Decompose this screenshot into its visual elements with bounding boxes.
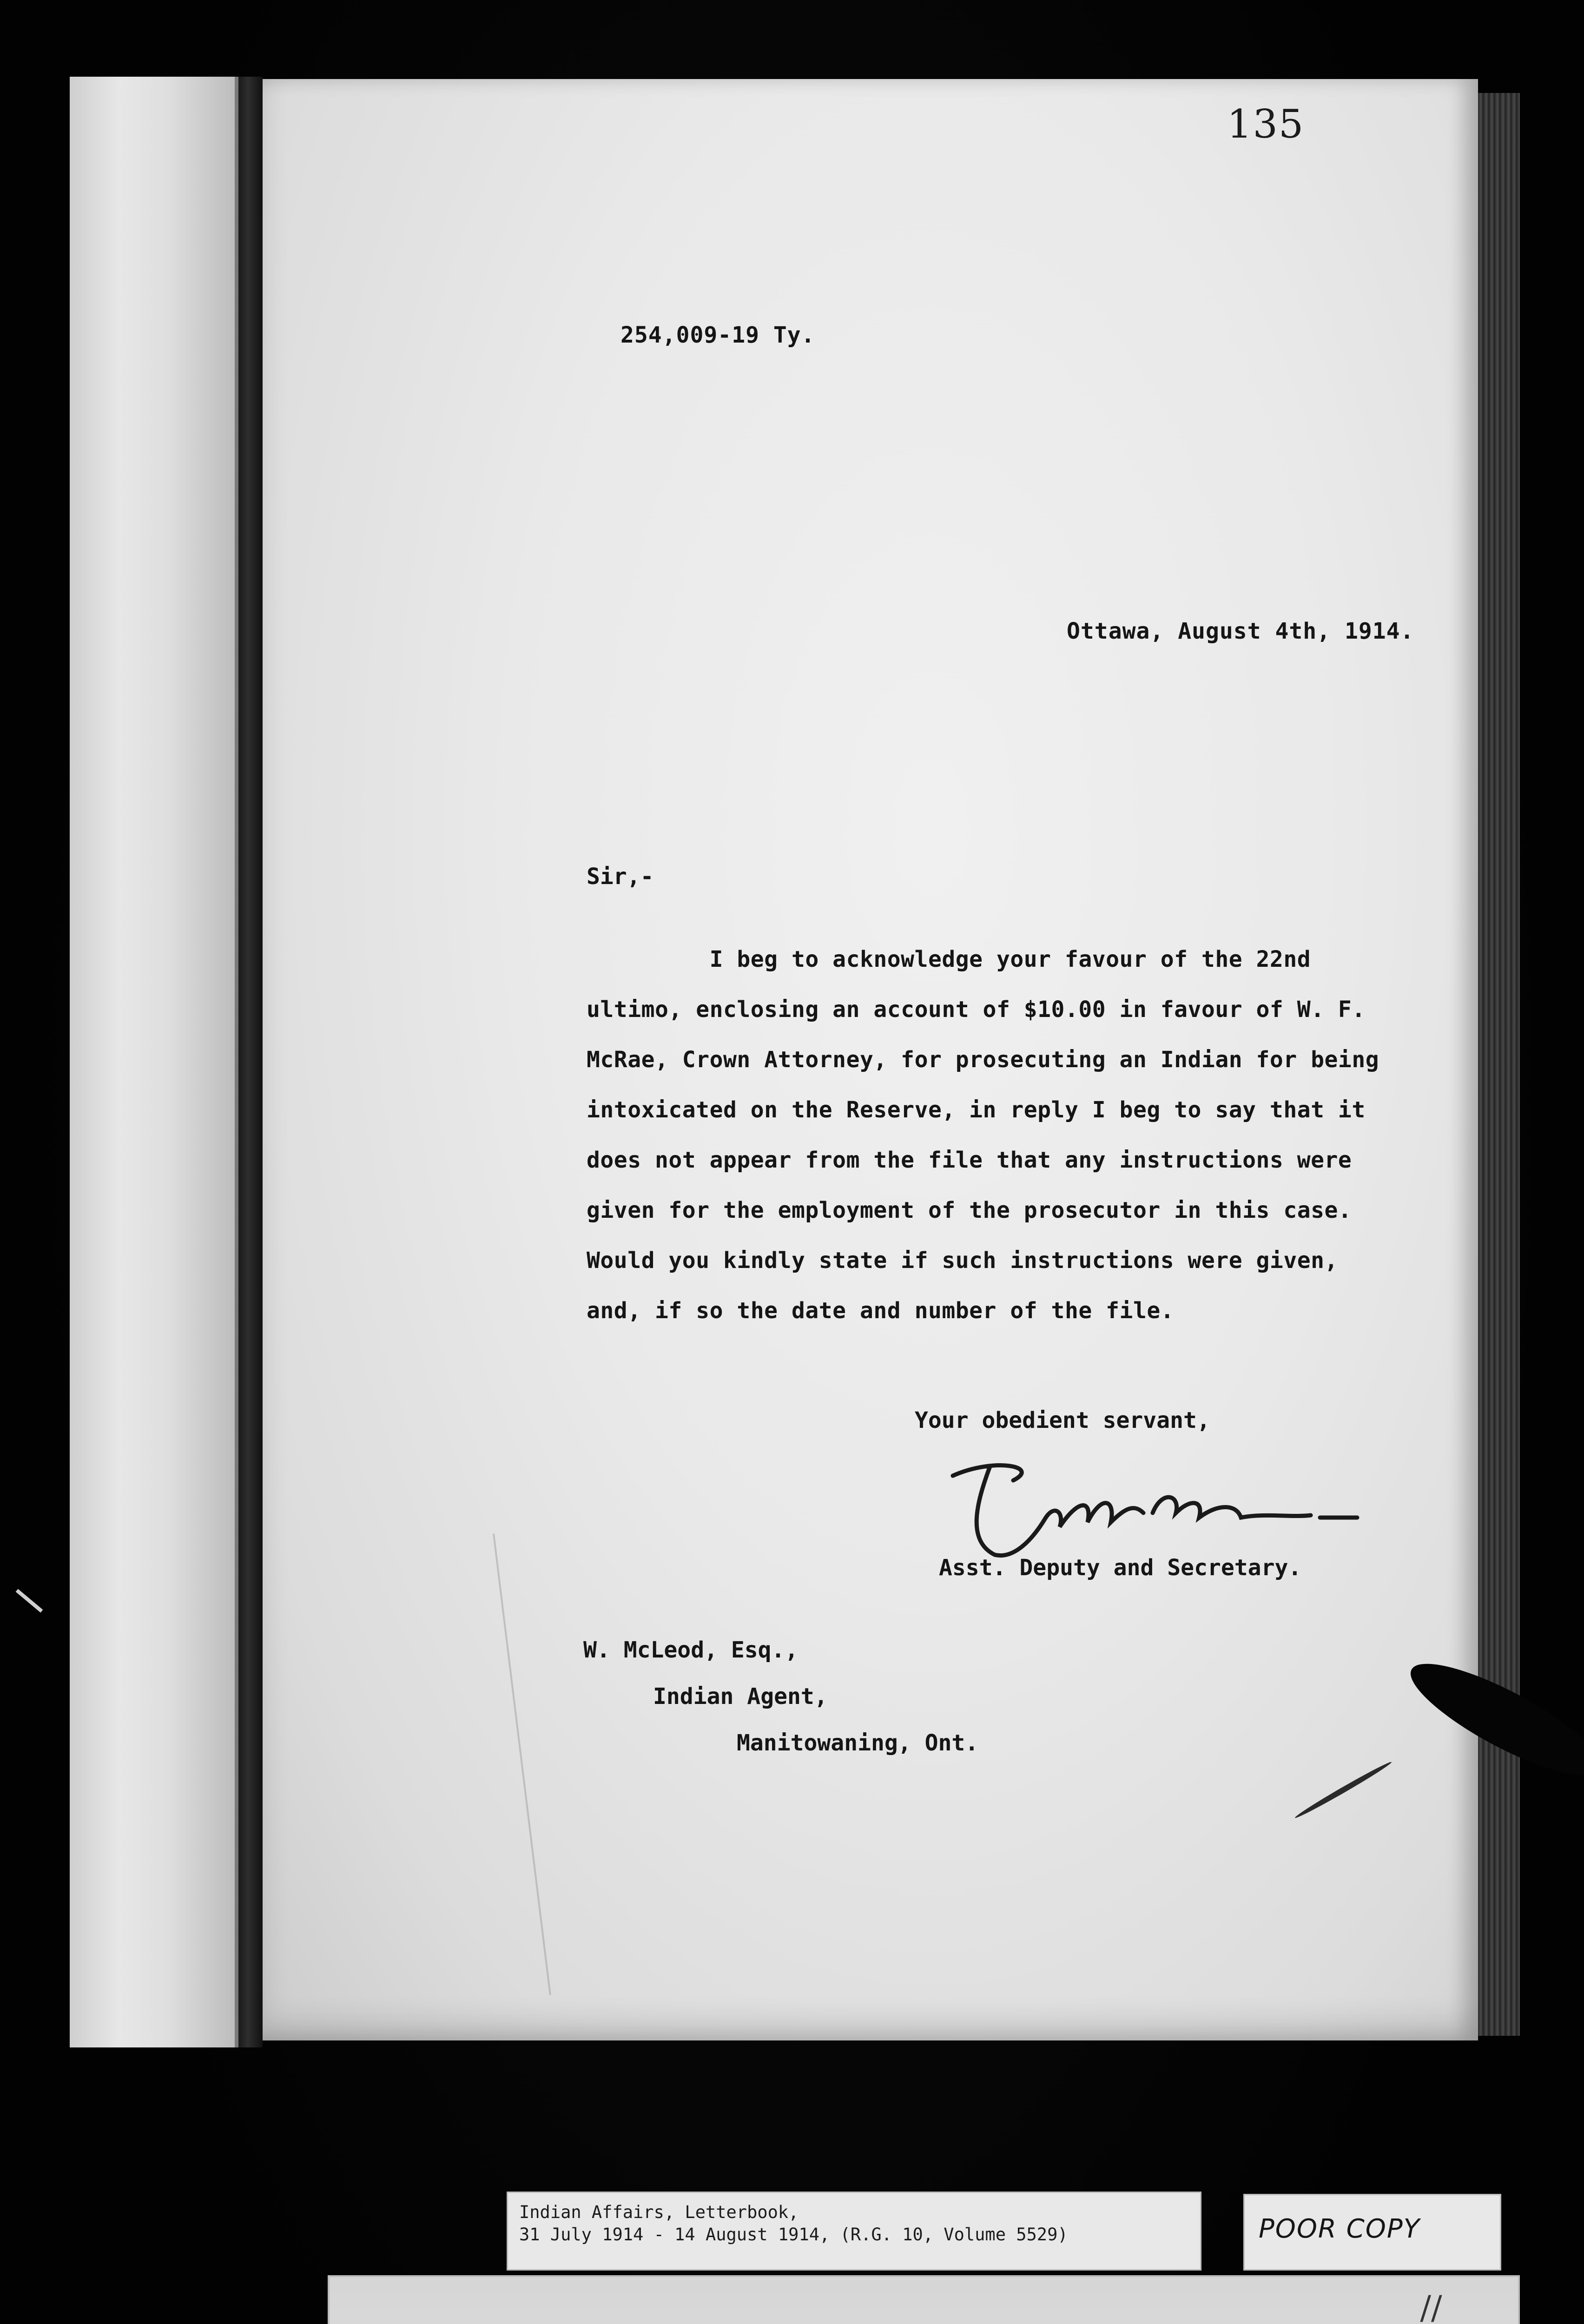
recipient-role: Indian Agent, [653,1684,828,1710]
recipient-name: W. McLeod, Esq., [583,1637,799,1663]
body-line: Would you kindly state if such instructions were given, [587,1248,1338,1274]
recipient-place: Manitowaning, Ont. [737,1730,979,1756]
poor-copy-label: POOR COPY [1243,2194,1501,2271]
letterbook-dates: 31 July 1914 - 14 August 1914, (R.G. 10, Volume 5529) [519,2225,1068,2245]
body-line: given for the employment of the prosecutor in this case. [587,1197,1352,1223]
salutation: Sir,- [587,864,654,890]
body-line: does not appear from the file that any instructions were [587,1147,1352,1173]
letter-body [587,934,1470,1336]
letterbook-label [507,2192,1201,2271]
body-line: I beg to acknowledge your favour of the 22nd [587,946,1311,972]
file-reference: 254,009-19 Ty. [620,322,815,348]
letterbook-title: Indian Affairs, Letterbook, [519,2202,799,2222]
book-gutter [238,77,263,2047]
body-line: intoxicated on the Reserve, in reply I beg to say that it [587,1097,1366,1123]
public-archives-card [328,2275,1520,2324]
dateline: Ottawa, August 4th, 1914. [1067,618,1414,644]
signer-title: Asst. Deputy and Secretary. [939,1555,1302,1581]
recipient-address [583,1627,978,1766]
handwritten-signature [939,1448,1366,1569]
page-number: 135 [1227,101,1305,147]
body-line: ultimo, enclosing an account of $10.00 in favour of W. F. [587,997,1366,1023]
closing: Your obedient servant, [915,1407,1210,1433]
book-binding-strip [70,77,238,2047]
body-line: and, if so the date and number of the file. [587,1298,1175,1324]
body-line: McRae, Crown Attorney, for prosecuting an Indian for being [587,1047,1379,1073]
card-handwritten-mark: // [1420,2289,1442,2324]
